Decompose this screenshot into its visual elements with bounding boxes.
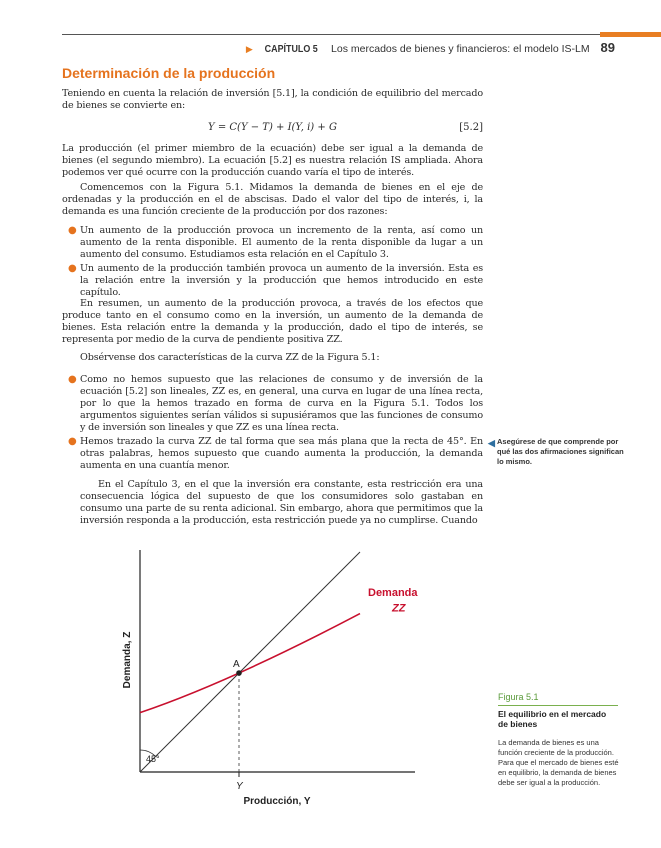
figure-rule	[498, 705, 618, 706]
figure-caption: La demanda de bienes es una función creciente de la producción. Para que el mercado de bienes esté en equilibrio, la demanda de bienes debe ser igual a la producción.	[498, 738, 619, 787]
triangle-icon: ▶	[245, 44, 253, 54]
x-axis-label: Producción, Y	[243, 796, 311, 807]
equation	[62, 122, 483, 136]
bullet-icon: ●	[68, 263, 77, 274]
x-tick-label: Y	[236, 781, 243, 792]
list-item: ● Hemos trazado la curva ZZ de tal forma que sea más plana que la recta de 45°. En otras palabras, hemos supuesto que cuando aumenta la producción, la demanda aumenta en una cuantía menor.	[68, 436, 483, 471]
paragraph-summary: En resumen, un aumento de la producción provoca, a través de los efectos que produce tanto en el consumo como en la inversión, un aumento de la demanda de bienes. Esta relación entre la demanda y la producción, dado el tipo de interés, se representa por medio de la curva de pendiente positiva ZZ.	[62, 298, 483, 345]
zz-curve	[140, 614, 360, 713]
paragraph-figure-intro: Comencemos con la Figura 5.1. Midamos la demanda de bienes en el eje de ordenadas y la producción en el de abscisas. Dado el valor del tipo de interés, i, la demanda es una función creciente de la producción por dos razones:	[62, 182, 483, 217]
paragraph-production: La producción (el primer miembro de la ecuación) debe ser igual a la demanda de bienes (el segundo miembro). La ecuación [5.2] es nuestra relación IS ampliada. Ahora podemos ver qué ocurre con la producción cuando varía el tipo de interés.	[62, 143, 483, 178]
forty-five-degree-line	[140, 552, 360, 772]
list-item: ● Un aumento de la producción también provoca un aumento de la inversión. Esta es la relación entre la inversión y la producción que hemos introducido en este capítulo.	[68, 263, 483, 298]
equilibrium-point	[236, 670, 242, 676]
chapter-label: CAPÍTULO 5	[264, 43, 318, 55]
paragraph-intro: Teniendo en cuenta la relación de inversión [5.1], la condición de equilibrio del mercado de bienes se convierte en:	[62, 88, 483, 111]
arrow-left-icon: ◀	[488, 438, 495, 448]
header-rule	[62, 34, 600, 35]
y-axis-label: Demanda, Z	[122, 631, 133, 689]
reasons-list	[68, 225, 483, 301]
equilibrium-chart	[110, 540, 430, 812]
list-item: ● Un aumento de la producción provoca un incremento de la renta, así como un aumento de la renta disponible. El aumento de la renta disponible da lugar a un aumento del consumo. Estudiamos esta relación en el Capítulo 3.	[68, 225, 483, 260]
angle-label: 45°	[146, 754, 160, 764]
section-title: Determinación de la producción	[62, 65, 276, 81]
paragraph-characteristics: Obsérvense dos características de la curva ZZ de la Figura 5.1:	[80, 352, 380, 363]
zz-curve-label: ZZ	[392, 602, 406, 615]
figure-title: El equilibrio en el mercado de bienes	[498, 709, 607, 729]
paragraph-chapter3: En el Capítulo 3, en el que la inversión era constante, esta restricción era una consecuencia lógica del supuesto de que los consumidores solo gastaban en consumo una parte de su renta adicional. Sin embargo, ahora que permitimos que la inversión responda a la producción, esta restricción puede ya no cumplirse. Cuando	[80, 479, 483, 526]
running-header	[246, 40, 615, 55]
equation-number: [5.2]	[459, 122, 483, 133]
bullet-icon: ●	[68, 436, 77, 447]
bullet-icon: ●	[68, 374, 77, 385]
figure-label: Figura 5.1	[498, 692, 539, 702]
equation-formula: Y = C(Y − T) + I(Y, i) + G	[208, 122, 337, 133]
demand-curve-label: Demanda	[368, 587, 418, 599]
header-accent-bar	[600, 32, 661, 37]
page-number: 89	[600, 40, 615, 55]
bullet-icon: ●	[68, 225, 77, 236]
point-label-a: A	[233, 659, 240, 670]
characteristics-list	[68, 374, 483, 474]
chapter-title: Los mercados de bienes y financieros: el modelo IS-LM	[331, 43, 590, 55]
margin-note: ◀ Asegúrese de que comprende por qué las dos afirmaciones significan lo mismo.	[488, 437, 624, 466]
list-item: ● Como no hemos supuesto que las relaciones de consumo y de inversión de la ecuación [5.2] son lineales, ZZ es, en general, una curva en lugar de una línea recta, por lo que la hemos trazado en forma de curva en la Figura 5.1. Todos los argumentos siguientes serían válidos si supusiéramos que las funciones de consumo y de inversión son lineales y que ZZ es una línea recta.	[68, 374, 483, 433]
